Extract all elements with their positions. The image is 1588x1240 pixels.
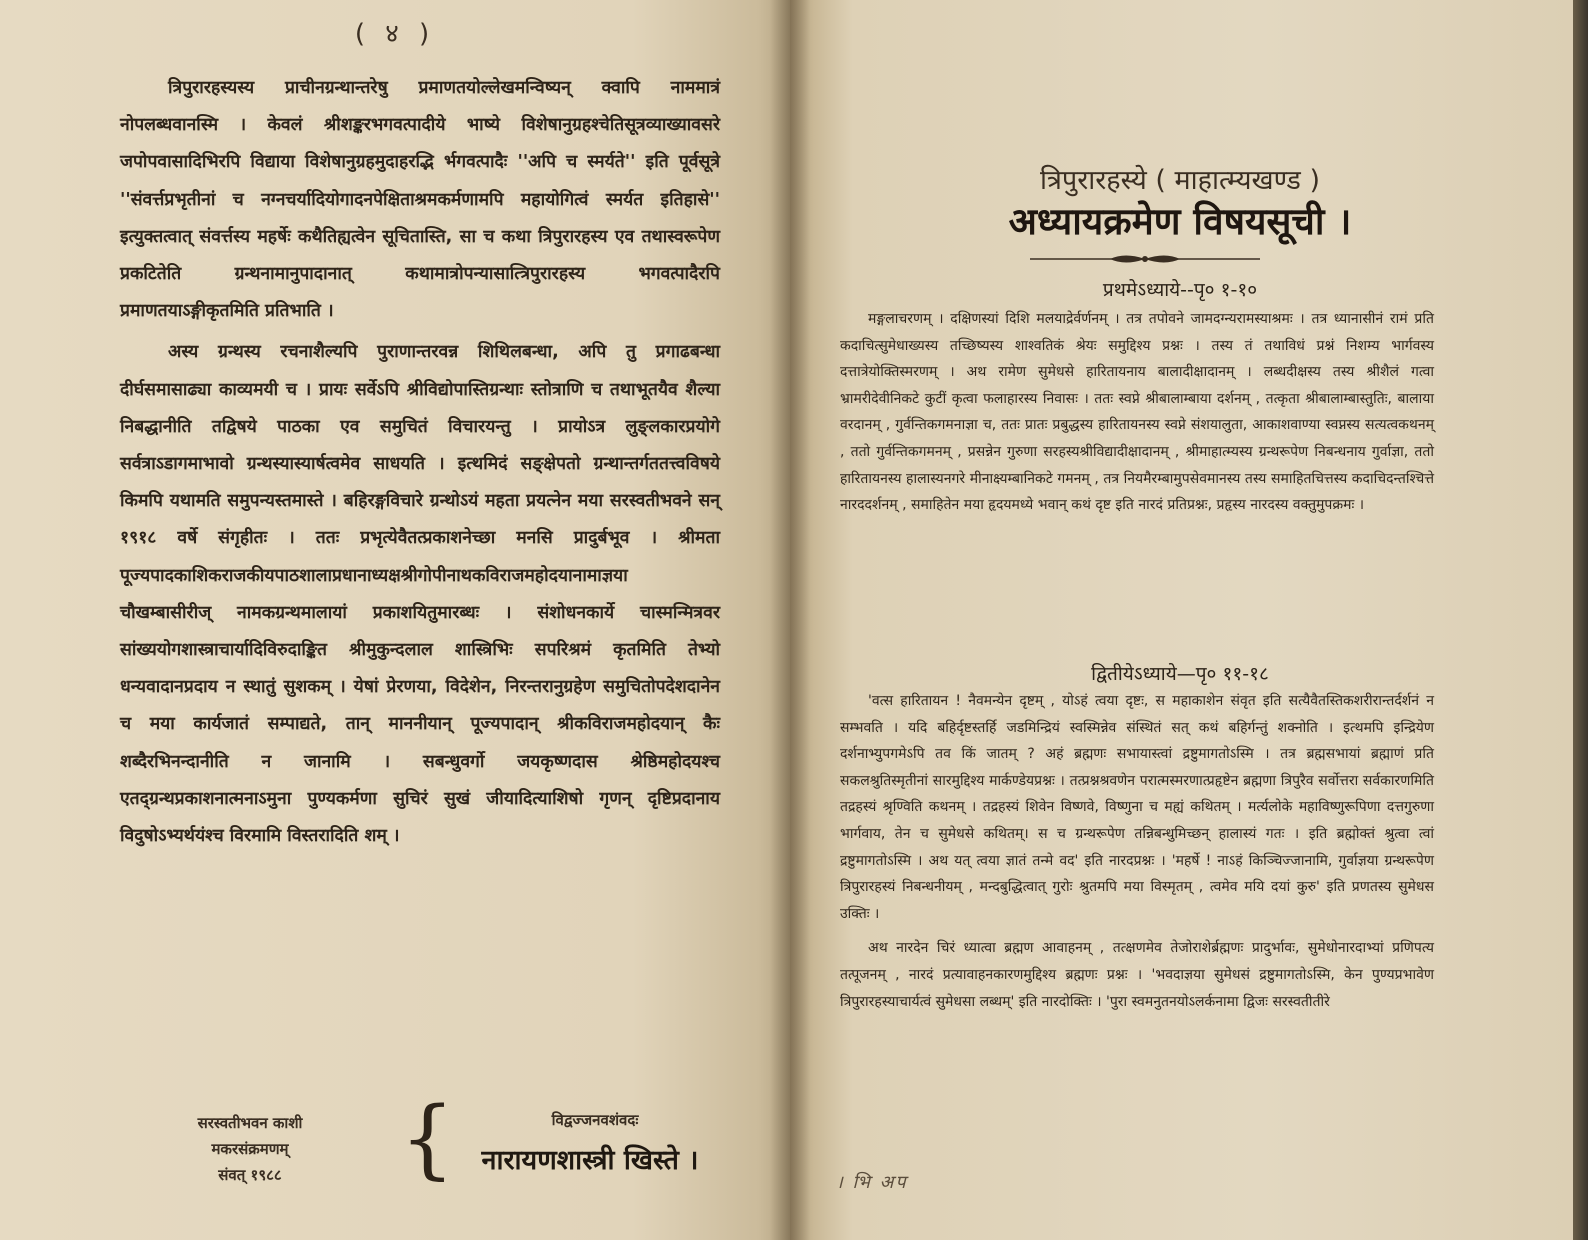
page-number: ( ४ ) <box>354 19 436 49</box>
book-title: त्रिपुरारहस्ये ( माहात्म्यखण्ड ) <box>1039 165 1320 196</box>
page-edge <box>1573 0 1588 1240</box>
margin-scribble: । भि अप <box>836 1172 908 1193</box>
place-date <box>150 1110 350 1188</box>
chapter-summary <box>840 688 1434 1015</box>
ornament-divider-icon <box>1030 252 1260 266</box>
place-line: संवत् १९८८ <box>218 1166 282 1184</box>
preface-text <box>120 70 720 855</box>
chapter-summary <box>840 306 1434 519</box>
contents-title: अध्यायक्रमेण विषयसूची । <box>1008 200 1352 243</box>
chapter-paragraph: अथ नारदेन चिरं ध्यात्वा ब्रह्मण आवाहनम् , तत्क्षणमेव तेजोराशेर्ब्रह्मणः प्रादुर्भावः, सुमेधोनारदाभ्यां प्रणिपत्य तत्पूजनम् , नारदं प्रत्यावाहनकारणमुद्दिश्य ब्रह्मणः प्रश्नः । 'भवदाज्ञया सुमेधसं द्रष्टुमागतोऽस्मि, केन पुण्यप्रभावेण त्रिपुरारहस्याचार्यत्वं सुमेधसा लब्धम्' इति नारदोक्तिः । 'पुरा स्वमनुतनयोऽलर्कनामा द्विजः सरस्वतीतीरे <box>840 940 1434 1010</box>
chapter-heading: द्वितीयेऽध्याये—पृ० ११-१८ <box>1091 663 1269 685</box>
signature-block <box>150 1089 710 1200</box>
author-signature: नारायणशास्त्री खिस्ते । <box>481 1145 699 1176</box>
signature-label: विद्वज्जनवशंवदः <box>551 1111 639 1129</box>
chapter-paragraph: मङ्गलाचरणम् । दक्षिणस्यां दिशि मलयाद्रेर्वर्णनम् । तत्र तपोवने जामदग्न्यरामस्याश्रमः । तत्र ध्यानासीनं रामं प्रति कदाचित्सुमेधाख्यस्य तच्छिष्यस्य शाश्वतिकं श्रेयः समुद्दिश्य प्रश्नः । तस्य तं तथाविधं प्रश्नं निशम्य भार्गवस्य दत्तात्रेयोक्तिस्मरणम् । अथ रामेण सुमेधसे हारितायनाय बालादीक्षादानम् । लब्धदीक्षस्य तस्य श्रीशैलं गत्वा भ्रामरीदेवीनिकटे कुटीं कृत्वा फलाहारस्य निवासः । ततः स्वप्ने श्रीबालाम्बाया दर्शनम् , तत्कृता श्रीबालाम्बास्तुतिः, बालाया वरदानम् , गुर्वन्तिकगमनाज्ञा च, ततः प्रातः प्रबुद्धस्य हारितायनस्य स्वप्ने संशयालुता, आकाशवाण्या स्वप्नस्य सत्यत्वकथनम् , ततो गुर्वन्तिकगमनम् , प्रसन्नेन गुरुणा सरहस्यश्रीविद्यादीक्षादानम् , श्रीमाहात्म्यस्य ग्रन्थरूपेण निबन्धनाय गुर्वाज्ञा, ततो हारितायनस्य हालास्यनगरे मीनाक्ष्यम्बानिकटे गमनम् , तत्र नियमैरम्बामुपसेवमानस्य तस्य समाहितचित्तस्य कदाचिदन्तश्चित्ते नारददर्शनम् , समाहितेन मया हृदयमध्ये भवान् कथं दृष्ट इति नारदं प्रतिप्रश्नः, प्रहृस्य नारदस्य वक्तुमुपक्रमः । <box>840 311 1434 514</box>
place-line: सरस्वतीभवन काशी <box>197 1114 303 1132</box>
preface-paragraph: अस्य ग्रन्थस्य रचनाशैल्यपि पुराणान्तरवन्न शिथिलबन्धा, अपि तु प्रगाढबन्धा दीर्घसमासाढ्या काव्यमयी च । प्रायः सर्वेऽपि श्रीविद्योपास्तिग्रन्थाः स्तोत्राणि च तथाभूतयैव शैल्या निबद्धानीति तद्विषये पाठका एव समुचितं विचारयन्तु । प्रायोऽत्र लुङ्लकारप्रयोगे सर्वत्राऽडागमाभावो ग्रन्थस्यास्यार्षत्वमेव साधयति । इत्थमिदं सङ्क्षेपतो ग्रन्थान्तर्गततत्त्वविषये किमपि यथामति समुपन्यस्तमास्ते । बहिरङ्गविचारे ग्रन्थोऽयं महता प्रयत्नेन मया सरस्वतीभवने सन् १९१८ वर्षे संगृहीतः । ततः प्रभृत्येवैतत्प्रकाशनेच्छा मनसि प्रादुर्बभूव । श्रीमता पूज्यपादकाशिकराजकीयपाठशालाप्रधानाध्यक्षश्रीगोपीनाथकविराजमहोदयानामाज्ञया चौखम्बासीरीज् नामकग्रन्थमालायां प्रकाशयितुमारब्धः । संशोधनकार्ये चास्मन्मित्रवर सांख्ययोगशास्त्राचार्यादिविरुदाङ्कित श्रीमुकुन्दलाल शास्त्रिभिः सपरिश्रमं कृतमिति तेभ्यो धन्यवादानप्रदाय न स्थातुं सुशकम् । येषां प्रेरणया, विदेशेन, निरन्तरानुग्रहेण समुचितोपदेशदानेन च मया कार्यजातं सम्पाद्यते, तान् माननीयान् पूज्यपादान् श्रीकविराजमहोदयान् कैः शब्दैरभिनन्दानीति न जानामि । सबन्धुवर्गो जयकृष्णदास श्रेष्ठिमहोदयश्च एतद्ग्रन्थप्रकाशनात्मनाऽमुना पुण्यकर्मणा सुचिरं सुखं जीयादित्याशिषो गृणन् दृष्टिप्रदानाय विदुषोऽभ्यर्थयंश्च विरमामि विस्तरादिति शम् । <box>120 342 720 847</box>
place-line: मकरसंक्रमणम् <box>211 1140 289 1158</box>
preface-paragraph: त्रिपुरारहस्यस्य प्राचीनग्रन्थान्तरेषु प्रमाणतयोल्लेखमन्विष्यन् क्वापि नाममात्रं नोपलब्धवानस्मि । केवलं श्रीशङ्करभगवत्पादीये भाष्ये विशेषानुग्रहश्चेतिसूत्रव्याख्यावसरे जपोपवासादिभिरपि विद्याया विशेषानुग्रहमुदाहरद्भि र्भगवत्पादैः ''अपि च स्मर्यते'' इति पूर्वसूत्रे ''संवर्त्तप्रभृतीनां च नग्नचर्यादियोगादनपेक्षिताश्रमकर्मणामपि महायोगित्वं स्मर्यत इतिहासे'' इत्युक्तत्वात् संवर्त्तस्य महर्षेः कथैतिह्यत्वेन सूचितास्ति, सा च कथा त्रिपुरारहस्य एव तथास्वरूपेण प्रकटितेति ग्रन्थनामानुपादानात् कथामात्रोपन्यासात्त्रिपुरारहस्य भगवत्पादैरपि प्रमाणतयाऽङ्गीकृतमिति प्रतिभाति । <box>120 78 720 322</box>
chapter-heading: प्रथमेऽध्याये--पृ० १-१० <box>1102 279 1258 301</box>
chapter-paragraph: 'वत्स हारितायन ! नैवमन्येन दृष्टम् , योऽहं त्वया दृष्टः, स महाकाशेन संवृत इति सत्यैवैतस्तिकशरीरान्तर्दर्शनं न सम्भवति । यदि बहिर्दृष्टस्तर्हि जडमिन्द्रियं स्वस्मिन्नेव संस्थितं सत् कथं बहिर्गन्तुं शक्नोति । इत्थमपि इन्द्रियेण दर्शनाभ्युपगमेऽपि तव किं जातम् ? अहं ब्रह्मणः सभायास्त्वां द्रष्टुमागतोऽस्मि । तत्र ब्रह्मसभायां ब्रह्माणं प्रति सकलश्रुतिस्मृतीनां सारमुद्दिश्य मार्कण्डेयप्रश्नः । तत्प्रश्नश्रवणेन परात्मस्मरणात्प्रहृष्टेन ब्रह्मणा त्रिपुरैव सर्वोत्तरा सर्वकारणमिति तद्रहस्यं श्रृण्विति कथनम् । तद्रहस्यं शिवेन विष्णवे, विष्णुना च मह्यं कथितम् । मर्त्यलोके महाविष्णुरूपिणा दत्तगुरुणा भार्गवाय, तेन च सुमेधसे कथितम्। स च ग्रन्थरूपेण तन्निबन्धुमिच्छन् हालास्यं गतः । इति ब्रह्मोक्तं श्रुत्वा त्वां द्रष्टुमागतोऽस्मि । अथ यत् त्वया ज्ञातं तन्मे वद' इति नारदप्रश्नः । 'महर्षे ! नाऽहं किञ्चिज्जानामि, गुर्वाज्ञया ग्रन्थरूपेण त्रिपुरारहस्यं निबन्धनीयम् , मन्दबुद्धित्वात् गुरोः श्रुतमपि मया विस्मृतम् , त्वमेव मयि दयां कुरु' इति प्रणतस्य सुमेधस उक्तिः । <box>840 693 1434 922</box>
curly-brace-icon: { <box>400 1089 455 1189</box>
